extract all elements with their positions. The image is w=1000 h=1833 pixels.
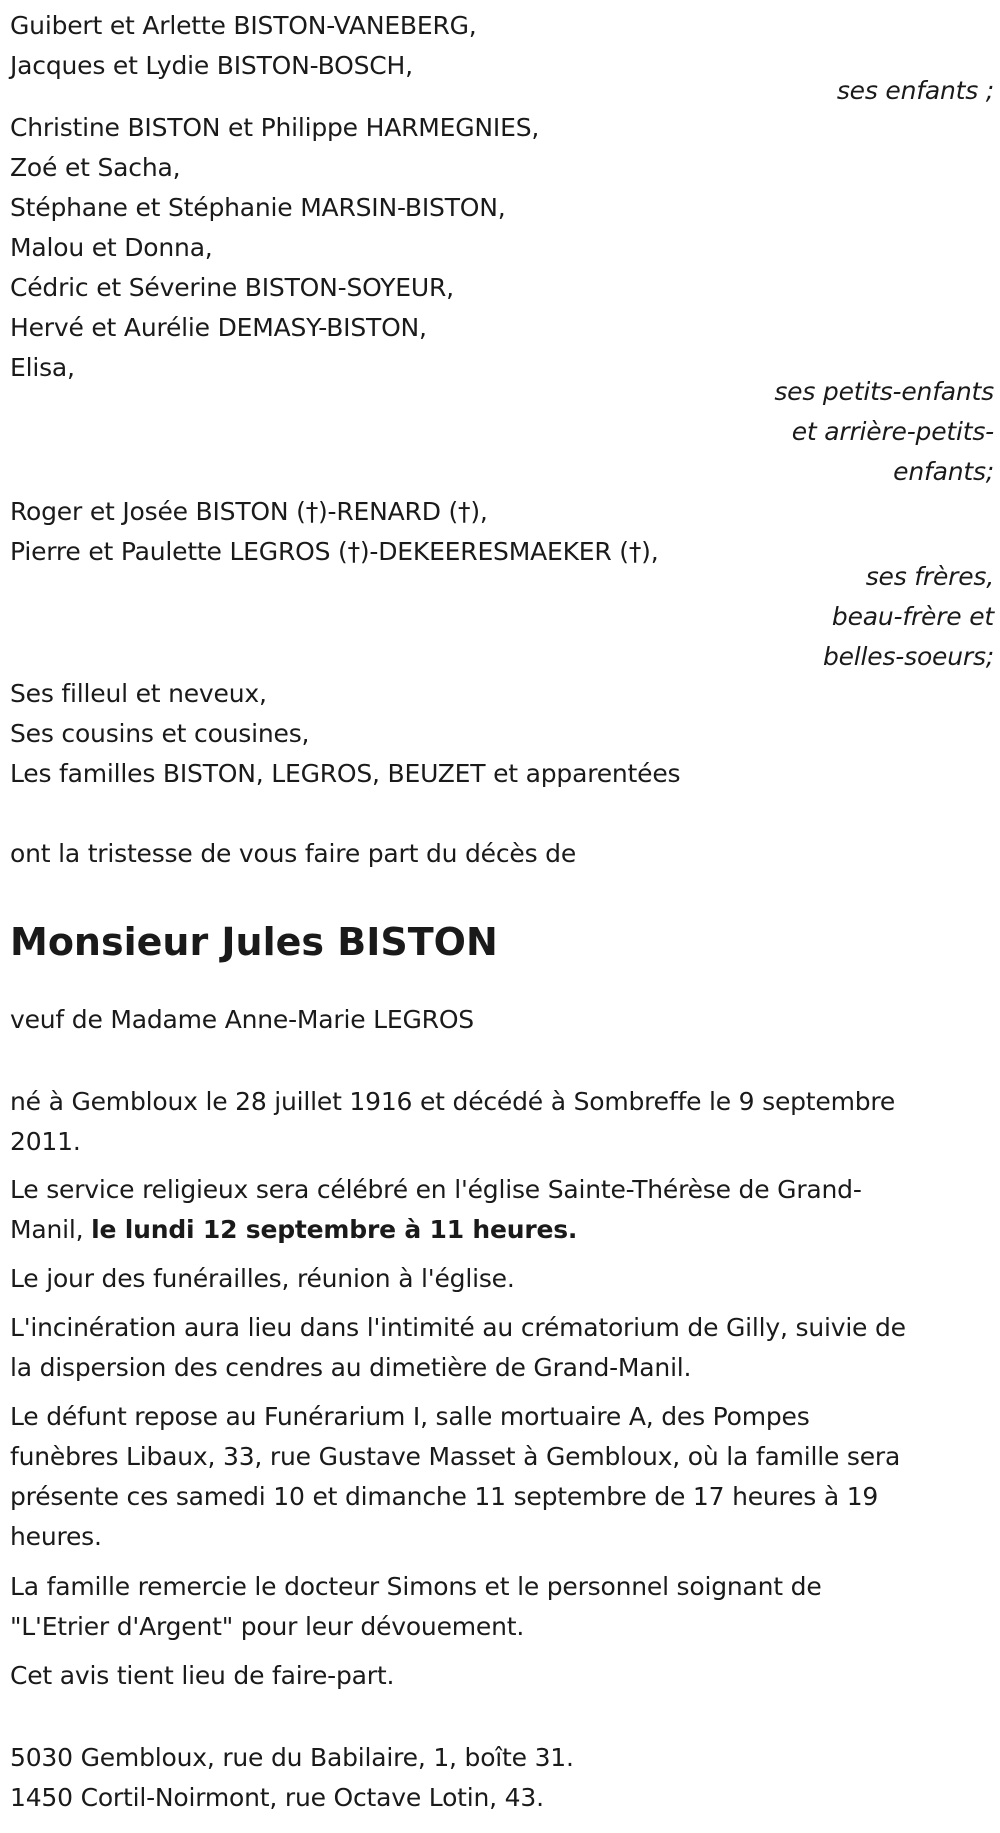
thanks-line: La famille remercie le docteur Simons et le personnel soignant de [10, 1572, 822, 1601]
family-line: Hervé et Aurélie DEMASY-BISTON, [10, 313, 427, 342]
relation-label-siblings: ses frères, [865, 562, 994, 591]
family-line: Zoé et Sacha, [10, 153, 181, 182]
resting-line: présente ces samedi 10 et dimanche 11 septembre de 17 heures à 19 [10, 1482, 879, 1511]
relation-label-siblings: beau-frère et [831, 602, 994, 631]
family-line: Pierre et Paulette LEGROS (†)-DEKEERESMAEKER (†), [10, 537, 659, 566]
announcement-text: ont la tristesse de vous faire part du décès de [10, 839, 577, 868]
thanks-line: "L'Etrier d'Argent" pour leur dévouement. [10, 1612, 525, 1641]
family-line: Elisa, [10, 353, 75, 382]
family-line: Christine BISTON et Philippe HARMEGNIES, [10, 113, 540, 142]
family-line: Les familles BISTON, LEGROS, BEUZET et apparentées [10, 759, 681, 788]
family-line: Jacques et Lydie BISTON-BOSCH, [10, 51, 413, 80]
service-date: le lundi 12 septembre à 11 heures. [91, 1215, 578, 1244]
relation-label-children: ses enfants ; [836, 76, 994, 105]
resting-line: Le défunt repose au Funérarium I, salle mortuaire A, des Pompes [10, 1402, 810, 1431]
resting-line: heures. [10, 1522, 102, 1551]
cremation-line: la dispersion des cendres au dimetière de Grand-Manil. [10, 1353, 692, 1382]
address-line: 1450 Cortil-Noirmont, rue Octave Lotin, 43. [10, 1783, 544, 1812]
family-line: Malou et Donna, [10, 233, 213, 262]
family-line: Stéphane et Stéphanie MARSIN-BISTON, [10, 193, 506, 222]
family-line: Ses cousins et cousines, [10, 719, 310, 748]
resting-line: funèbres Libaux, 33, rue Gustave Masset à Gembloux, où la famille sera [10, 1442, 901, 1471]
relation-label-grandchildren: enfants; [893, 457, 994, 486]
family-line: Guibert et Arlette BISTON-VANEBERG, [10, 11, 477, 40]
service-line [10, 1210, 577, 1250]
family-line: Ses filleul et neveux, [10, 679, 267, 708]
relation-label-siblings: belles-soeurs; [822, 642, 994, 671]
notice-text: Cet avis tient lieu de faire-part. [10, 1661, 395, 1690]
birth-death-line: né à Gembloux le 28 juillet 1916 et décédé à Sombreffe le 9 septembre [10, 1087, 896, 1116]
gathering-text: Le jour des funérailles, réunion à l'église. [10, 1264, 515, 1293]
deceased-name: Monsieur Jules BISTON [10, 920, 498, 964]
widower-of: veuf de Madame Anne-Marie LEGROS [10, 1005, 474, 1034]
cremation-line: L'incinération aura lieu dans l'intimité au crématorium de Gilly, suivie de [10, 1313, 906, 1342]
birth-death-line: 2011. [10, 1127, 81, 1156]
service-line: Le service religieux sera célébré en l'église Sainte-Thérèse de Grand- [10, 1175, 862, 1204]
address-line: 5030 Gembloux, rue du Babilaire, 1, boîte 31. [10, 1743, 574, 1772]
family-line: Cédric et Séverine BISTON-SOYEUR, [10, 273, 454, 302]
relation-label-grandchildren: ses petits-enfants [774, 377, 994, 406]
service-prefix: Manil, [10, 1215, 92, 1244]
family-line: Roger et Josée BISTON (†)-RENARD (†), [10, 497, 488, 526]
relation-label-grandchildren: et arrière-petits- [791, 417, 994, 446]
